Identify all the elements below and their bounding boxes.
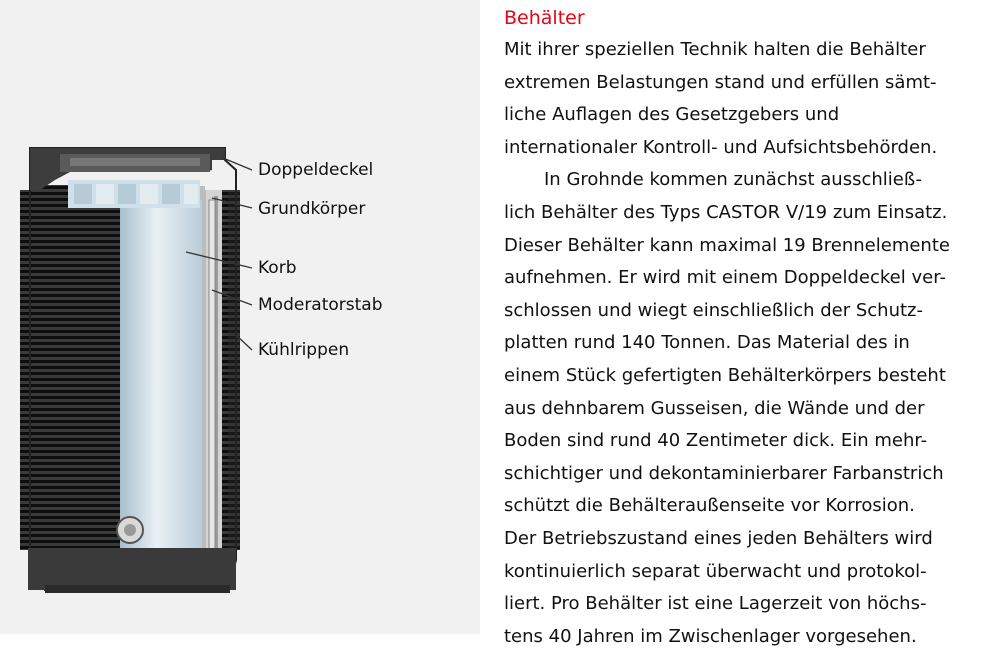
text-line: schlossen und wiegt einschließlich der Schutz- xyxy=(504,299,923,321)
moderator-rod xyxy=(209,200,215,550)
paragraph-2 xyxy=(504,164,996,653)
text-line: Dieser Behälter kann maximal 19 Brennelemente xyxy=(504,234,950,256)
label-grundkoerper: Grundkörper xyxy=(258,199,366,219)
label-korb: Korb xyxy=(258,258,297,278)
text-line: lich Behälter des Typs CASTOR V/19 zum Einsatz. xyxy=(504,201,948,223)
label-moderatorstab: Moderatorstab xyxy=(258,295,383,315)
text-line: tens 40 Jahren im Zwischenlager vorgesehen. xyxy=(504,625,917,647)
text-line: In Grohnde kommen zunächst ausschließ- xyxy=(544,169,923,191)
article-body xyxy=(504,34,996,653)
paragraph-1 xyxy=(504,34,996,164)
text-line: aus dehnbarem Gusseisen, die Wände und der xyxy=(504,397,925,419)
text-line: kontinuierlich separat überwacht und protokol- xyxy=(504,560,927,582)
basket-top-grid xyxy=(68,180,200,208)
text-line: einem Stück gefertigten Behälterkörpers besteht xyxy=(504,364,946,386)
label-kuehlrippen: Kühlrippen xyxy=(258,340,350,360)
text-line: liert. Pro Behälter ist eine Lagerzeit von höchs- xyxy=(504,593,927,615)
label-doppeldeckel: Doppeldeckel xyxy=(258,160,374,180)
text-line: aufnehmen. Er wird mit einem Doppeldeckel ver- xyxy=(504,267,946,289)
cask-bottom xyxy=(28,548,236,590)
text-line: schichtiger und dekontaminierbarer Farbanstrich xyxy=(504,462,944,484)
text-line: Mit ihrer speziellen Technik halten die Behälter xyxy=(504,39,926,60)
text-line: liche Auflagen des Gesetzgebers und xyxy=(504,104,840,126)
text-line: platten rund 140 Tonnen. Das Material des in xyxy=(504,332,910,354)
text-line: extremen Belastungen stand und erfüllen sämt- xyxy=(504,71,937,93)
castor-cask-cutaway xyxy=(0,0,480,634)
text-line: Boden sind rund 40 Zentimeter dick. Ein mehr- xyxy=(504,430,928,452)
text-line: Der Betriebszustand eines jeden Behälters wird xyxy=(504,527,933,549)
text-line: internationaler Kontroll- und Aufsichtsbehörden. xyxy=(504,136,938,158)
section-heading: Behälter xyxy=(504,7,585,29)
text-line: schützt die Behälteraußenseite vor Korrosion. xyxy=(504,495,915,517)
